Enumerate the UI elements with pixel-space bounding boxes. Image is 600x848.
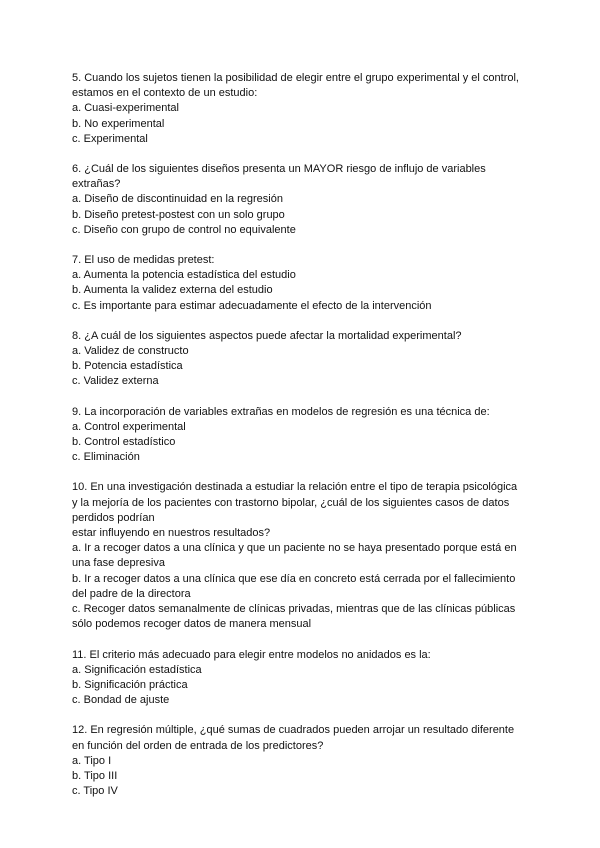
answer-option-b[interactable]: b. No experimental xyxy=(72,117,165,130)
question-stem-line: y la mejoría de los pacientes con trastorno bipolar, ¿cuál de los siguientes casos de datos xyxy=(72,496,510,509)
question-7 xyxy=(72,253,532,314)
answer-option-a[interactable]: a. Cuasi-experimental xyxy=(72,102,179,115)
answer-option-b[interactable]: b. Diseño pretest-postest con un solo grupo xyxy=(72,208,285,221)
answer-option-a[interactable]: a. Tipo I xyxy=(72,754,112,767)
question-8 xyxy=(72,329,532,390)
answer-option-a[interactable]: a. Ir a recoger datos a una clínica y que un paciente no se haya presentado porque está en xyxy=(72,542,517,555)
question-9 xyxy=(72,405,532,466)
answer-option-c-cont[interactable]: sólo podemos recoger datos de manera mensual xyxy=(72,618,312,631)
question-11 xyxy=(72,648,532,709)
answer-option-b-cont[interactable]: del padre de la directora xyxy=(72,587,191,600)
answer-option-c[interactable]: c. Bondad de ajuste xyxy=(72,694,170,707)
answer-option-a-cont[interactable]: una fase depresiva xyxy=(72,557,165,570)
question-5 xyxy=(72,71,532,147)
question-10 xyxy=(72,480,532,632)
question-stem-line: 8. ¿A cuál de los siguientes aspectos puede afectar la mortalidad experimental? xyxy=(72,329,462,342)
question-stem-line: 12. En regresión múltiple, ¿qué sumas de cuadrados pueden arrojar un resultado diferente xyxy=(72,724,515,737)
question-12 xyxy=(72,723,532,799)
question-stem-line: en función del orden de entrada de los predictores? xyxy=(72,739,324,752)
answer-option-b[interactable]: b. Control estadístico xyxy=(72,436,176,449)
answer-option-c[interactable]: c. Recoger datos semanalmente de clínicas privadas, mientras que de las clínicas públicas xyxy=(72,603,516,616)
question-stem-line: 5. Cuando los sujetos tienen la posibilidad de elegir entre el grupo experimental y el control, xyxy=(72,72,519,84)
answer-option-b[interactable]: b. Aumenta la validez externa del estudio xyxy=(72,284,273,297)
question-stem-line: extrañas? xyxy=(72,178,121,191)
answer-option-b[interactable]: b. Tipo III xyxy=(72,769,118,782)
answer-option-b[interactable]: b. Potencia estadística xyxy=(72,360,183,373)
question-6 xyxy=(72,162,532,238)
answer-option-c[interactable]: c. Validez externa xyxy=(72,375,159,388)
question-stem-line: 7. El uso de medidas pretest: xyxy=(72,254,215,267)
answer-option-a[interactable]: a. Aumenta la potencia estadística del estudio xyxy=(72,269,296,282)
answer-option-b[interactable]: b. Ir a recoger datos a una clínica que ese día en concreto está cerrada por el fallecimiento xyxy=(72,572,516,585)
answer-option-b[interactable]: b. Significación práctica xyxy=(72,678,188,691)
answer-option-c[interactable]: c. Diseño con grupo de control no equivalente xyxy=(72,223,296,236)
answer-option-c[interactable]: c. Tipo IV xyxy=(72,785,118,798)
exam-page xyxy=(72,71,532,814)
answer-option-c[interactable]: c. Eliminación xyxy=(72,451,140,464)
question-stem-line: 6. ¿Cuál de los siguientes diseños presenta un MAYOR riesgo de influjo de variables xyxy=(72,163,486,176)
answer-option-a[interactable]: a. Validez de constructo xyxy=(72,345,189,358)
answer-option-c[interactable]: c. Es importante para estimar adecuadamente el efecto de la intervención xyxy=(72,299,432,312)
answer-option-a[interactable]: a. Significación estadística xyxy=(72,663,202,676)
answer-option-a[interactable]: a. Control experimental xyxy=(72,420,186,433)
answer-option-a[interactable]: a. Diseño de discontinuidad en la regresión xyxy=(72,193,283,206)
question-stem-line: 10. En una investigación destinada a estudiar la relación entre el tipo de terapia psicológica xyxy=(72,481,518,494)
question-stem-line: perdidos podrían xyxy=(72,511,155,524)
question-stem-line: 9. La incorporación de variables extrañas en modelos de regresión es una técnica de: xyxy=(72,405,490,418)
question-stem-line: 11. El criterio más adecuado para elegir entre modelos no anidados es la: xyxy=(72,648,431,661)
answer-option-c[interactable]: c. Experimental xyxy=(72,132,148,145)
question-stem-line: estar influyendo en nuestros resultados? xyxy=(72,527,271,540)
question-stem-line: estamos en el contexto de un estudio: xyxy=(72,87,258,100)
